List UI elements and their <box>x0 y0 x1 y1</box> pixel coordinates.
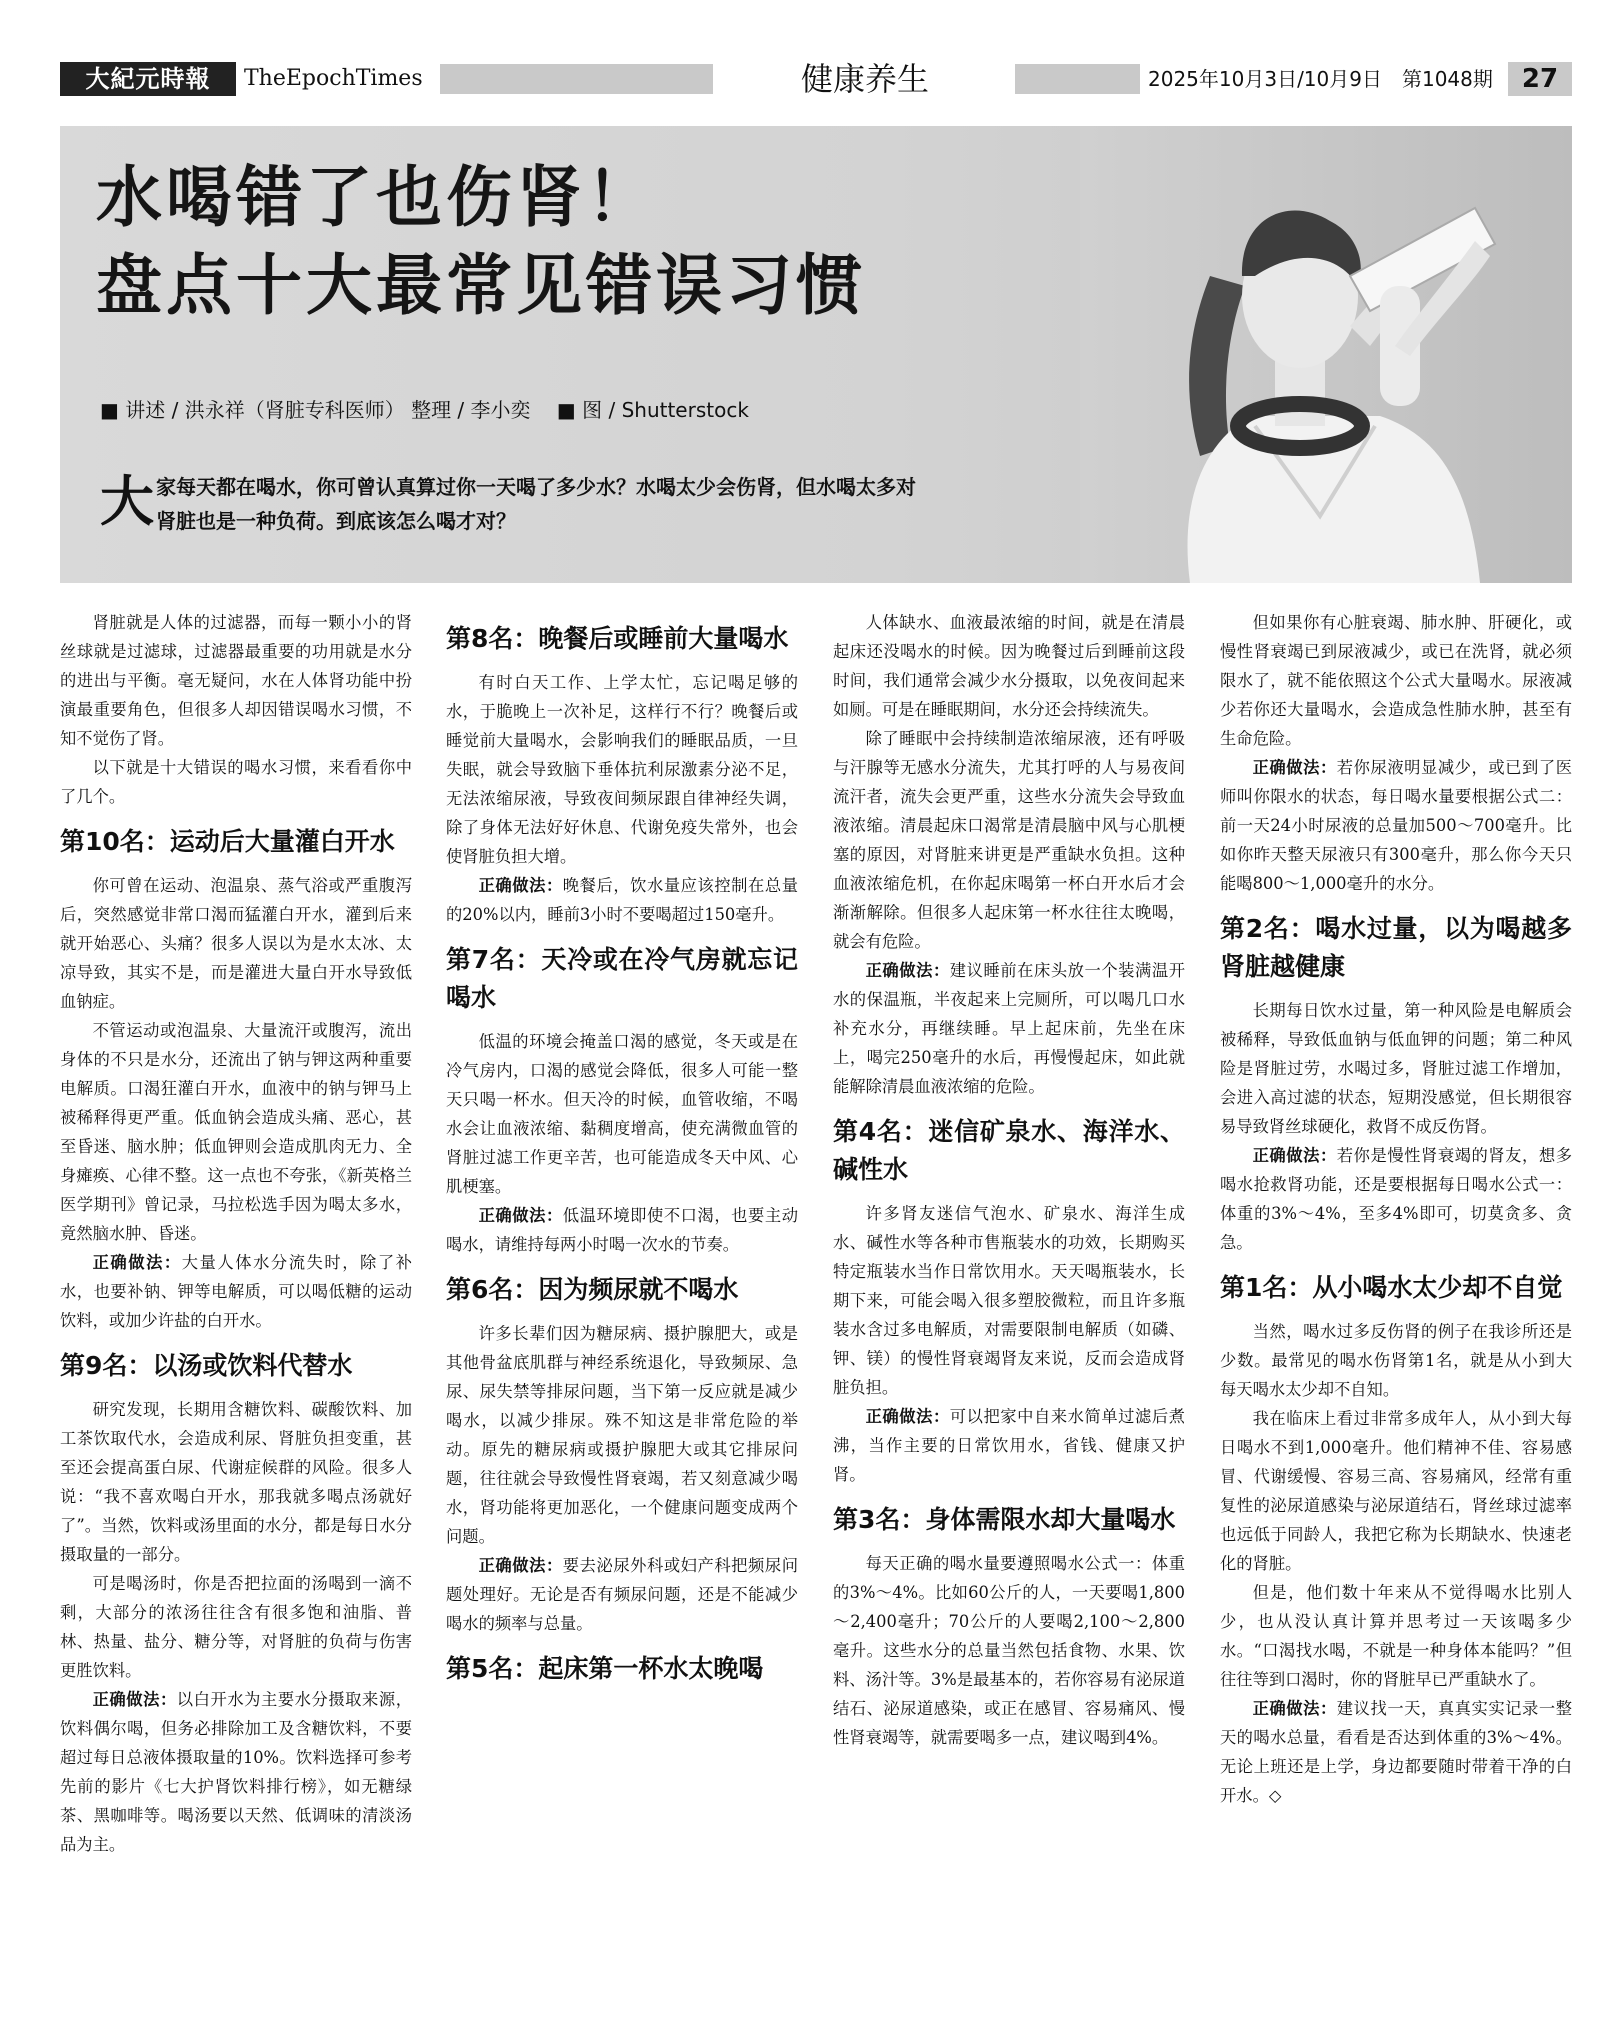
byline: ■ 讲述 / 洪永祥（肾脏专科医师） 整理 / 李小奕 ■ 图 / Shutterstock <box>100 398 749 422</box>
newspaper-name-en: TheEpochTimes <box>244 66 423 91</box>
section-heading-10: 第10名：运动后大量灌白开水 <box>60 827 395 856</box>
masthead-bar-right <box>1015 64 1140 94</box>
section-heading-9: 第9名：以汤或饮料代替水 <box>60 1351 353 1380</box>
paragraph: 肾脏就是人体的过滤器，而每一颗小小的肾丝球就是过滤球，过滤器最重要的功用就是水分的进出与平衡。毫无疑问，水在人体肾功能中扮演最重要角色，但很多人却因错误喝水习惯，不知不觉伤了肾。 <box>60 613 412 748</box>
paragraph: 我在临床上看过非常多成年人，从小到大每日喝水不到1,000毫升。他们精神不佳、容易感冒、代谢缓慢、容易三高、容易痛风，经常有重复性的泌尿道感染与泌尿道结石，肾丝球过滤率也远低于同龄人，我把它称为长期缺水、快速老化的肾脏。 <box>1220 1409 1572 1573</box>
paragraph: 有时白天工作、上学太忙，忘记喝足够的水，于脆晚上一次补足，这样行不行？晚餐后或睡觉前大量喝水，会影响我们的睡眠品质，一旦失眠，就会导致脑下垂体抗利尿激素分泌不足，无法浓缩尿液，导致夜间频尿跟自律神经失调，除了身体无法好好休息、代谢免疫失常外，也会使肾脏负担大增。 <box>446 673 798 866</box>
paragraph: 不管运动或泡温泉、大量流汗或腹泻，流出身体的不只是水分，还流出了钠与钾这两种重要电解质。口渴狂灌白开水，血液中的钠与钾马上被稀释得更严重。低血钠会造成头痛、恶心，甚至昏迷、脑水肿；低血钾则会造成肌肉无力、全身瘫痪、心律不整。这一点也不夸张，《新英格兰医学期刊》曾记录，马拉松选手因为喝太多水，竟然脑水肿、昏迷。 <box>60 1021 412 1243</box>
correct-method <box>60 1685 412 1859</box>
correct-method <box>60 1248 412 1335</box>
section-heading-3: 第3名：身体需限水却大量喝水 <box>833 1505 1176 1534</box>
masthead <box>60 62 1572 96</box>
correct-method-label: 正确做法： <box>865 961 950 980</box>
correct-method <box>833 1402 1185 1489</box>
paragraph: 但如果你有心脏衰竭、肺水肿、肝硬化，或慢性肾衰竭已到尿液减少，或已在洗肾，就必须限水了，就不能依照这个公式大量喝水。尿液减少若你还大量喝水，会造成急性肺水肿，甚至有生命危险。 <box>1220 613 1572 748</box>
column-2 <box>446 608 798 1698</box>
correct-method <box>1220 753 1572 898</box>
correct-method-text: 以白开水为主要水分摄取来源，饮料偶尔喝，但务必排除加工及含糖饮料，不要超过每日总液体摄取量的10%。饮料选择可参考先前的影片《七大护肾饮料排行榜》，如无糖绿茶、黑咖啡等。喝汤要以天然、低调味的清淡汤品为主。 <box>60 1690 412 1854</box>
paragraph: 许多肾友迷信气泡水、矿泉水、海洋生成水、碱性水等各种市售瓶装水的功效，长期购买特定瓶装水当作日常饮用水。天天喝瓶装水，长期下来，可能会喝入很多塑胶微粒，而且许多瓶装水含过多电解质，对需要限制电解质（如磷、钾、镁）的慢性肾衰竭肾友来说，反而会造成肾脏负担。 <box>833 1204 1185 1397</box>
correct-method-label: 正确做法： <box>478 1206 563 1225</box>
correct-method-text: 建议找一天，真真实实记录一整天的喝水总量，看看是否达到体重的3%～4%。无论上班还是上学，身边都要随时带着干净的白开水。◇ <box>1220 1699 1572 1805</box>
headline-line-2: 盘点十大最常见错误习惯 <box>96 247 866 324</box>
correct-method-label: 正确做法： <box>478 1556 563 1575</box>
correct-method <box>1220 1141 1572 1257</box>
paragraph: 研究发现，长期用含糖饮料、碳酸饮料、加工茶饮取代水，会造成利尿、肾脏负担变重，甚至还会提高蛋白尿、代谢症候群的风险。很多人说：“我不喜欢喝白开水，那我就多喝点汤就好了”。当然，饮料或汤里面的水分，都是每日水分摄取量的一部分。 <box>60 1400 412 1564</box>
column-4 <box>1220 608 1572 1810</box>
correct-method-label: 正确做法： <box>1252 1699 1337 1718</box>
paragraph: 除了睡眠中会持续制造浓缩尿液，还有呼吸与汗腺等无感水分流失，尤其打呼的人与易夜间流汗者，流失会更严重，这些水分流失会导致血液浓缩。清晨起床口渴常是清晨脑中风与心肌梗塞的原因，对肾脏来讲更是严重缺水负担。这种血液浓缩危机，在你起床喝第一杯白开水后才会渐渐解除。但很多人起床第一杯水往往太晚喝，就会有危险。 <box>833 729 1185 951</box>
section-heading-6: 第6名：因为频尿就不喝水 <box>446 1275 739 1304</box>
correct-method-label: 正确做法： <box>478 876 563 895</box>
correct-method-text: 晚餐后，饮水量应该控制在总量的20%以内，睡前3小时不要喝超过150毫升。 <box>446 876 798 924</box>
section-heading-5: 第5名：起床第一杯水太晚喝 <box>446 1654 764 1683</box>
paragraph: 可是喝汤时，你是否把拉面的汤喝到一滴不剩，大部分的浓汤往往含有很多饱和油脂、普林、热量、盐分、糖分等，对肾脏的负荷与伤害更胜饮料。 <box>60 1574 412 1680</box>
correct-method <box>1220 1694 1572 1810</box>
newspaper-logo: 大紀元時報 <box>60 62 236 96</box>
section-heading-8: 第8名：晚餐后或睡前大量喝水 <box>446 624 789 653</box>
correct-method <box>446 871 798 929</box>
headline <box>96 154 866 330</box>
drop-cap: 大 <box>100 470 154 533</box>
correct-method-text: 可以把家中自来水简单过滤后煮沸，当作主要的日常饮用水，省钱、健康又护肾。 <box>833 1407 1185 1484</box>
correct-method-label: 正确做法： <box>1252 1146 1337 1165</box>
section-title: 健康养生 <box>800 60 929 98</box>
correct-method <box>446 1201 798 1259</box>
headline-line-1: 水喝错了也伤肾！ <box>96 159 656 236</box>
correct-method-label: 正确做法： <box>1252 758 1337 777</box>
paragraph: 人体缺水、血液最浓缩的时间，就是在清晨起床还没喝水的时候。因为晚餐过后到睡前这段时间，我们通常会减少水分摄取，以免夜间起来如厕。可是在睡眠期间，水分还会持续流失。 <box>833 613 1185 719</box>
woman-drinking-water-photo <box>1080 126 1572 583</box>
correct-method-text: 大量人体水分流失时，除了补水，也要补钠、钾等电解质，可以喝低糖的运动饮料，或加少许盐的白开水。 <box>60 1253 412 1330</box>
correct-method-label: 正确做法： <box>865 1407 950 1426</box>
correct-method-text: 要去泌尿外科或妇产科把频尿问题处理好。无论是否有频尿问题，还是不能减少喝水的频率与总量。 <box>446 1556 798 1633</box>
correct-method-text: 若你尿液明显减少，或已到了医师叫你限水的状态，每日喝水量要根据公式二：前一天24小时尿液的总量加500～700毫升。比如你昨天整天尿液只有300毫升，那么你今天只能喝800～1,000毫升的水分。 <box>1220 758 1572 893</box>
correct-method <box>446 1551 798 1638</box>
paragraph: 长期每日饮水过量，第一种风险是电解质会被稀释，导致低血钠与低血钾的问题；第二种风险是肾脏过劳，水喝过多，肾脏过滤工作增加，会进入高过滤的状态，短期没感觉，但长期很容易导致肾丝球硬化，救肾不成反伤肾。 <box>1220 1001 1572 1136</box>
paragraph: 以下就是十大错误的喝水习惯，来看看你中了几个。 <box>60 758 412 806</box>
column-3 <box>833 608 1185 1752</box>
paragraph: 但是，他们数十年来从不觉得喝水比别人少，也从没认真计算并思考过一天该喝多少水。“口渴找水喝，不就是一种身体本能吗？”但往往等到口渴时，你的肾脏早已严重缺水了。 <box>1220 1583 1572 1689</box>
article-header <box>60 126 1572 583</box>
correct-method-text: 若你是慢性肾衰竭的肾友，想多喝水抢救肾功能，还是要根据每日喝水公式一：体重的3%～4%，至多4%即可，切莫贪多、贪急。 <box>1220 1146 1572 1252</box>
column-1 <box>60 608 412 1859</box>
section-heading-2: 第2名：喝水过量，以为喝越多肾脏越健康 <box>1220 914 1572 981</box>
paragraph: 许多长辈们因为糖尿病、摄护腺肥大，或是其他骨盆底肌群与神经系统退化，导致频尿、急尿、尿失禁等排尿问题，当下第一反应就是减少喝水，以减少排尿。殊不知这是非常危险的举动。原先的糖尿病或摄护腺肥大或其它排尿问题，往往就会导致慢性肾衰竭，若又刻意减少喝水，肾功能将更加恶化，一个健康问题变成两个问题。 <box>446 1324 798 1546</box>
correct-method-label: 正确做法： <box>92 1253 182 1272</box>
correct-method-text: 低温环境即使不口渴，也要主动喝水，请维持每两小时喝一次水的节奏。 <box>446 1206 798 1254</box>
correct-method <box>833 956 1185 1101</box>
masthead-bar-left <box>440 64 713 94</box>
paragraph: 每天正确的喝水量要遵照喝水公式一：体重的3%～4%。比如60公斤的人，一天要喝1,800～2,400毫升；70公斤的人要喝2,100～2,800毫升。这些水分的总量当然包括食物、水果、饮料、汤汁等。3%是最基本的，若你容易有泌尿道结石、泌尿道感染，或正在感冒、容易痛风、慢性肾衰竭等，就需要喝多一点，建议喝到4%。 <box>833 1554 1185 1747</box>
paragraph: 当然，喝水过多反伤肾的例子在我诊所还是少数。最常见的喝水伤肾第1名，就是从小到大每天喝水太少却不自知。 <box>1220 1322 1572 1399</box>
issue-date: 2025年10月3日/10月9日 第1048期 <box>1148 67 1493 91</box>
section-heading-1: 第1名：从小喝水太少却不自觉 <box>1220 1273 1563 1302</box>
section-heading-4: 第4名：迷信矿泉水、海洋水、碱性水 <box>833 1117 1185 1184</box>
section-heading-7: 第7名：天冷或在冷气房就忘记喝水 <box>446 945 798 1012</box>
page-number: 27 <box>1508 62 1572 96</box>
correct-method-text: 建议睡前在床头放一个装满温开水的保温瓶，半夜起来上完厕所，可以喝几口水补充水分，再继续睡。早上起床前，先坐在床上，喝完250毫升的水后，再慢慢起床，如此就能解除清晨血液浓缩的危险。 <box>833 961 1185 1096</box>
paragraph: 你可曾在运动、泡温泉、蒸气浴或严重腹泻后，突然感觉非常口渴而猛灌白开水，灌到后来就开始恶心、头痛？很多人误以为是水太冰、太凉导致，其实不是，而是灌进大量白开水导致低血钠症。 <box>60 876 412 1011</box>
correct-method-label: 正确做法： <box>92 1690 177 1709</box>
paragraph: 低温的环境会掩盖口渴的感觉，冬天或是在冷气房内，口渴的感觉会降低，很多人可能一整天只喝一杯水。但天冷的时候，血管收缩，不喝水会让血液浓缩、黏稠度增高，使充满微血管的肾脏过滤工作更辛苦，也可能造成冬天中风、心肌梗塞。 <box>446 1032 798 1196</box>
lede <box>100 470 920 538</box>
lede-text: 家每天都在喝水，你可曾认真算过你一天喝了多少水？水喝太少会伤肾，但水喝太多对肾脏也是一种负荷。到底该怎么喝才对？ <box>156 475 916 533</box>
